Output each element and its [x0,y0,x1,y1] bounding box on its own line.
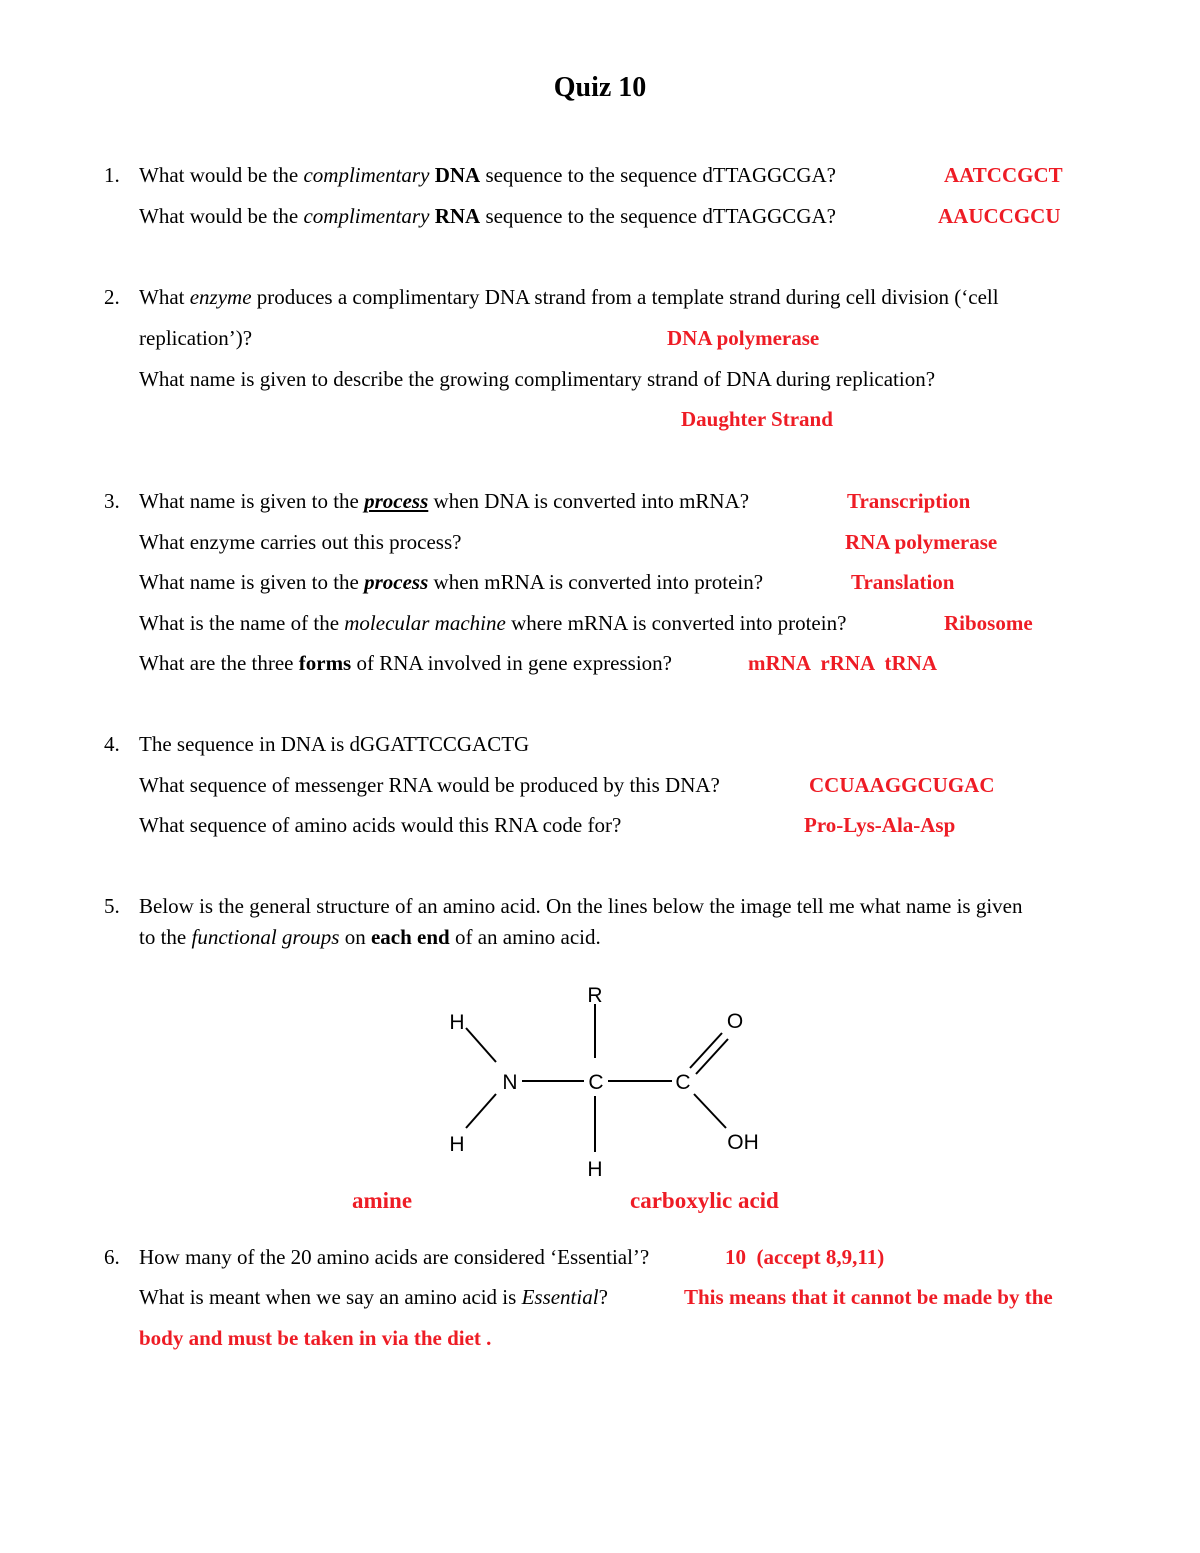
q3-answer-b: RNA polymerase [845,530,998,554]
q1-question-a: What would be the complimentary DNA sequence to the sequence dTTAGGCGA? [139,163,836,187]
q2-question-a: What enzyme produces a complimentary DNA strand from a template strand during cell division (‘cell [139,285,999,309]
q5-number: 5. [104,894,120,918]
q3-question-c: What name is given to the process when mRNA is converted into protein? [139,570,764,594]
q3-question-e: What are the three forms of RNA involved in gene expression? [139,651,673,675]
bond-n-h-bottom [466,1094,496,1128]
q3-question-b: What enzyme carries out this process? [139,530,462,554]
q1-question-b: What would be the complimentary RNA sequence to the sequence dTTAGGCGA? [139,204,836,228]
q3-question-a: What name is given to the process when DNA is converted into mRNA? [139,489,750,513]
q2-number: 2. [104,285,120,309]
alpha-hydrogen-label: H [587,1158,603,1181]
q4-statement: The sequence in DNA is dGGATTCCGACTG [139,732,530,756]
page-title: Quiz 10 [553,72,647,103]
q4-answer-b: CCUAAGGCUGAC [809,773,995,797]
h-bottom-label: H [449,1133,465,1156]
nitrogen-label: N [502,1071,518,1094]
q2-question-b: What name is given to describe the growing complimentary strand of DNA during replication? [139,367,936,391]
q3-question-d: What is the name of the molecular machine where mRNA is converted into protein? [139,611,847,635]
q6-answer-b-cont: body and must be taken in via the diet . [139,1326,492,1350]
oxygen-label: O [726,1010,744,1033]
q4-number: 4. [104,732,120,756]
bond-c-oh [694,1094,726,1128]
q1-number: 1. [104,163,120,187]
q3-answer-e: mRNA rRNA tRNA [748,651,937,675]
h-top-label: H [449,1011,465,1034]
q3-answer-c: Translation [851,570,955,594]
carboxyl-carbon-label: C [675,1071,691,1094]
bond-n-h-top [466,1028,496,1062]
q2-answer-b: Daughter Strand [681,407,833,431]
q5-answer-left: amine [352,1188,413,1213]
q6-answer-a: 10 (accept 8,9,11) [725,1245,885,1269]
amino-acid-structure-diagram [430,980,770,1185]
q5-question-a: Below is the general structure of an amino acid. On the lines below the image tell me what name is given [139,894,1023,918]
q3-number: 3. [104,489,120,513]
q5-question-b: to the functional groups on each end of an amino acid. [139,925,601,949]
alpha-carbon-label: C [588,1071,604,1094]
hydroxyl-label: OH [727,1131,759,1154]
q5-answer-right: carboxylic acid [630,1188,779,1213]
q6-number: 6. [104,1245,120,1269]
q6-question-a: How many of the 20 amino acids are considered ‘Essential’? [139,1245,650,1269]
q6-question-b: What is meant when we say an amino acid is Essential? [139,1285,608,1309]
q3-answer-d: Ribosome [944,611,1033,635]
q1-answer-a: AATCCGCT [944,163,1063,187]
q2-question-a-cont: replication’)? [139,326,253,350]
q1-answer-b: AAUCCGCU [938,204,1061,228]
r-group-label: R [587,984,603,1007]
q4-question-b: What sequence of messenger RNA would be produced by this DNA? [139,773,720,797]
q4-answer-c: Pro-Lys-Ala-Asp [804,813,956,837]
q6-answer-b: This means that it cannot be made by the [684,1285,1053,1309]
q3-answer-a: Transcription [847,489,971,513]
q4-question-c: What sequence of amino acids would this RNA code for? [139,813,622,837]
q2-answer-a: DNA polymerase [667,326,820,350]
